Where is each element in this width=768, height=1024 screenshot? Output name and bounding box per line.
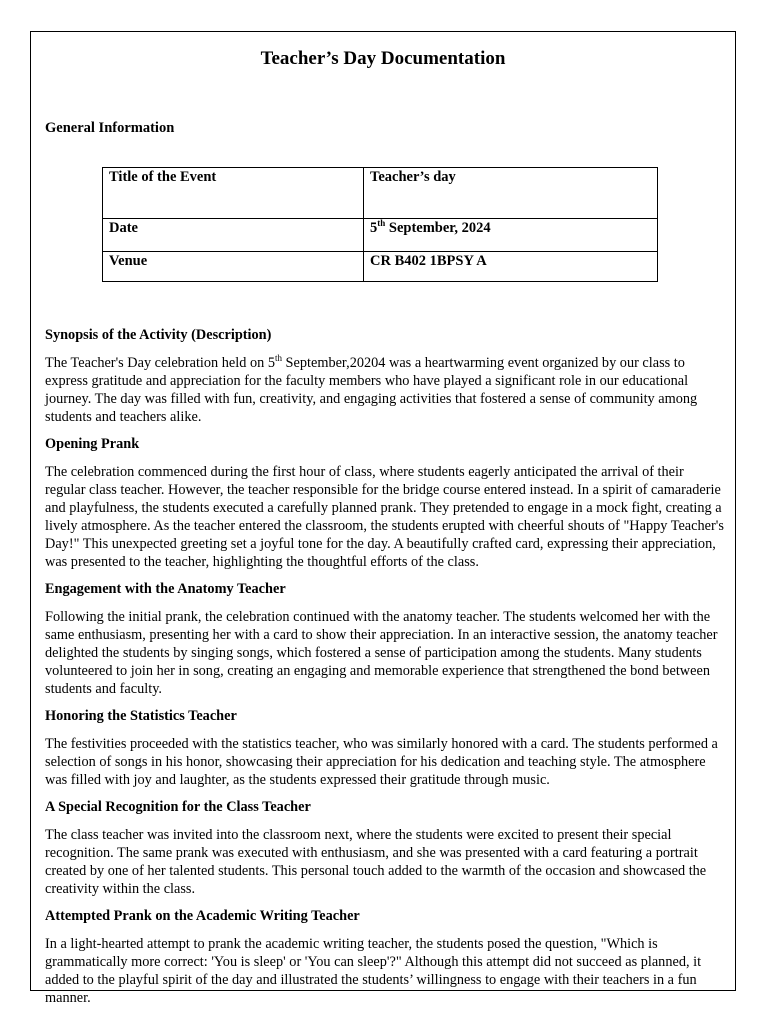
section-text: The class teacher was invited into the classroom next, where the students were excited to present their special recognition. The same prank was executed with enthusiasm, and she was presented with a card featuring a portrait created by one of her talented students. This personal touch added to the warmth of the occasion and showcased the creativity within the class. bbox=[45, 827, 707, 897]
venue-label: Venue bbox=[103, 252, 364, 282]
general-info-table bbox=[102, 167, 658, 282]
date-value bbox=[364, 219, 658, 252]
section-heading: Opening Prank bbox=[45, 436, 140, 452]
section-heading: Attempted Prank on the Academic Writing Teacher bbox=[45, 908, 360, 924]
synopsis-text-a: The Teacher's Day celebration held on 5 bbox=[45, 355, 275, 371]
table-row bbox=[103, 252, 658, 282]
synopsis-text-b: September,20204 was a heartwarming event organized by our class to express gratitude and appreciation for the faculty members who have played a significant role in our educational journey. The day was filled with fun, creativity, and engaging activities that fostered a sense of community among students and teachers alike. bbox=[45, 355, 698, 425]
date-day: 5 bbox=[370, 220, 378, 236]
section-text: In a light-hearted attempt to prank the academic writing teacher, the students posed the question, "Which is grammatically more correct: 'You is sleep' or 'You can sleep'?" Although this attempt did not succeed as planned, it added to the playful spirit of the day and illustrated the students’ willingness to engage with their teachers in a fun manner. bbox=[45, 936, 702, 1006]
document-page bbox=[30, 31, 736, 1006]
synopsis-ordinal: th bbox=[274, 353, 282, 363]
date-label: Date bbox=[103, 219, 364, 252]
section-text: The festivities proceeded with the statistics teacher, who was similarly honored with a card. The students performed a selection of songs in his honor, showcasing their appreciation for his dedication and teaching style. The atmosphere was filled with joy and laughter, as the students expressed their gratitude through music. bbox=[45, 736, 718, 788]
date-ordinal: th bbox=[377, 218, 386, 228]
section-heading: A Special Recognition for the Class Teacher bbox=[45, 799, 311, 815]
document-title: Teacher’s Day Documentation bbox=[260, 48, 506, 69]
table-row bbox=[103, 219, 658, 252]
section-text: The celebration commenced during the first hour of class, where students eagerly anticipated the arrival of their regular class teacher. However, the teacher responsible for the bridge course entered instead. In a spirit of camaraderie and playfulness, the students executed a carefully planned prank. They pretended to engage in a mock fight, creating a lively atmosphere. As the teacher entered the classroom, the students erupted with cheerful shouts of "Happy Teacher's Day!" This unexpected greeting set a joyful tone for the day. A beautifully crafted card, expressing their appreciation, was presented to the teacher, highlighting the thoughtful efforts of the class. bbox=[45, 464, 724, 570]
synopsis-text bbox=[45, 354, 725, 426]
section-heading: Honoring the Statistics Teacher bbox=[45, 708, 237, 724]
synopsis-heading: Synopsis of the Activity (Description) bbox=[45, 327, 272, 343]
document-body bbox=[45, 326, 725, 1016]
venue-value: CR B402 1BPSY A bbox=[364, 252, 658, 282]
date-rest: September, 2024 bbox=[385, 220, 491, 236]
table-row bbox=[103, 168, 658, 219]
general-info-heading: General Information bbox=[45, 120, 175, 136]
event-title-value: Teacher’s day bbox=[364, 168, 658, 219]
event-title-label: Title of the Event bbox=[103, 168, 364, 219]
section-text: Following the initial prank, the celebration continued with the anatomy teacher. The students welcomed her with the same enthusiasm, presenting her with a card to show their appreciation. In an interactive session, the anatomy teacher delighted the students by singing songs, which fostered a sense of participation among the students. Many students volunteered to join her in song, creating an engaging and memorable experience that strengthened the bond between students and faculty. bbox=[45, 609, 718, 697]
section-heading: Engagement with the Anatomy Teacher bbox=[45, 581, 286, 597]
